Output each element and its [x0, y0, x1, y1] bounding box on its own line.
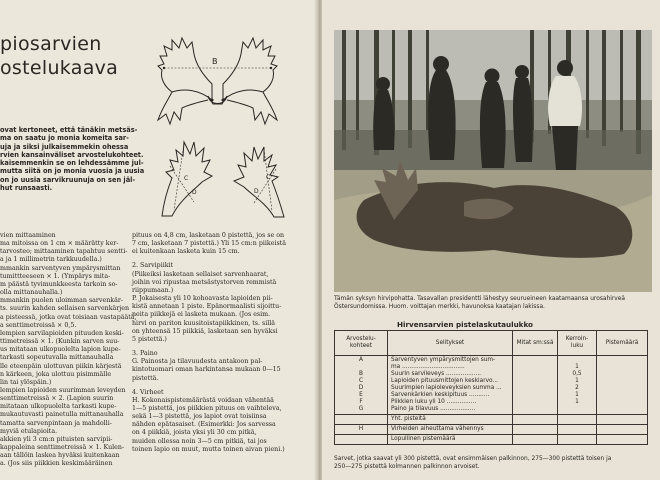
- text-line: a. (Jos siis piikkien keskimääräinen: [0, 460, 113, 468]
- criteria-description: Sarvenkärkien keskipituus ...........: [391, 392, 490, 398]
- title-line: ostelukaava: [0, 57, 119, 79]
- text-line: kintotuomari oman harkintansa mukaan 0—15: [132, 366, 281, 374]
- text-line: kistä annetaan 1 piste. Epänormaalisti sijoittu-: [132, 303, 282, 311]
- text-line: on yhteensä 15 piikkiä, lasketaan sen hyväksi: [132, 327, 278, 335]
- criteria-description: ma ..................................: [391, 364, 465, 370]
- table-title: Hirvensarvien pistelaskutaulukko: [397, 320, 533, 329]
- text-line: myviä etulapioita.: [0, 427, 58, 435]
- text-line: (Piikeiksi lasketaan sellaiset sarvenhaarat,: [132, 270, 269, 278]
- criteria-code: F: [359, 399, 363, 405]
- intro-line: kaisemmenkin se on lehdessämme jul-: [0, 159, 144, 168]
- text-line: ts. suurin kahden sellaisen sarvenkärjen: [0, 305, 130, 313]
- text-line: vien mittaaminen: [0, 232, 56, 239]
- total-label: Yht. pisteitä: [388, 415, 513, 425]
- note-line: Sarvet, jotka saavat yli 300 pistettä, ovat ensimmäisen palkinnon, 275—300 pistettä toisen ja: [334, 456, 612, 462]
- text-line: akkien yli 3 cm:n pituisten sarvipii-: [0, 435, 113, 443]
- intro-line: ovat kertoneet, että tänäkin metsäs-: [0, 126, 138, 134]
- table-header-row: [335, 331, 648, 356]
- caption-line: Östersundomissa. Huom. voittajan merkki, havunoksa kaatajan lakissa.: [334, 303, 545, 310]
- text-line: mmankin puolen uloimman sarvenkär-: [0, 297, 123, 305]
- multiplier-value: 1: [575, 399, 579, 405]
- text-line: aan tällöin laskea hyväksi kuitenkaan: [0, 452, 120, 460]
- text-line: neita piikkejä ei lasketa mukaan. (Jos esim.: [132, 311, 271, 319]
- svg-text:C: C: [184, 175, 189, 182]
- multiplier-values: [558, 356, 597, 415]
- text-line: tamatta sarvenpintaan ja mahdolli-: [0, 419, 112, 427]
- criteria-description: Lapioiden pituusmittojen keskiarvo...: [391, 378, 499, 384]
- text-line: a senttimetreissä × 0,5.: [0, 321, 77, 329]
- note-line: 250—275 pistettä kolmannen palkinnon arvoiset.: [334, 463, 480, 470]
- text-line: P. Jokaisesta yli 10 kohoavasta lapioiden pii-: [132, 295, 273, 303]
- text-line: H. Kokonaispistemäärästä voidaan vähentää: [132, 396, 274, 404]
- intro-line: rvien kansainväliset arvostelukohteet.: [0, 150, 144, 159]
- header-multiplier: Kerroin-luku: [558, 331, 597, 356]
- text-column-2: [132, 232, 304, 454]
- criteria-description: Paino ja tilavuus ...................: [391, 406, 476, 412]
- header-measurements: Mitat sm:ssä: [513, 331, 558, 356]
- text-line: ttimetreissä × 1. (Kunkin sarven suu-: [0, 338, 120, 346]
- multiplier-value: 1: [575, 392, 579, 398]
- text-line: 1—5 pistettä, jos piikkien pituus on vaihteleva,: [132, 404, 282, 412]
- hunting-party-photo: [334, 30, 652, 292]
- scoring-table: [334, 330, 648, 445]
- text-line: pituus on 4,8 cm, lasketaan 0 pistettä, jos se on: [132, 232, 285, 239]
- text-line: joihin voi ripustaa metsästystorven remmistä: [132, 278, 277, 286]
- svg-text:D: D: [192, 189, 197, 196]
- multiplier-value: 1: [575, 378, 579, 384]
- intro-line: ma on saatu jo monia komeita sar-: [0, 134, 129, 143]
- header-criteria: Arvostelu-kohteet: [335, 331, 388, 356]
- text-line: 2. Sarvipiikit: [132, 262, 174, 270]
- criteria-descriptions: [388, 356, 513, 415]
- criteria-description: Sarventyven ympärysmittojen sum-: [391, 357, 496, 363]
- multiplier-value: [561, 357, 593, 364]
- intro-paragraph: [0, 126, 145, 193]
- multiplier-value: 1: [575, 364, 579, 370]
- text-line: mmankin sarventyven ympärysmittan: [0, 264, 121, 272]
- text-line: lin tai ylöspäin.): [0, 378, 52, 386]
- prize-thresholds-note: [334, 456, 654, 471]
- text-line: riippumaan.): [132, 286, 174, 294]
- header-descriptions: Selitykset: [388, 331, 513, 356]
- text-line: tumittteeseen × 1. (Ympärys mita-: [0, 272, 111, 280]
- final-score-label: Lopullinen pistemäärä: [388, 435, 513, 445]
- table-row: [335, 415, 648, 425]
- criteria-description: Suurin sarvileveys ...................: [391, 371, 482, 377]
- text-line: nähden epätasaiset. (Esimerkki: Jos sarvessa: [132, 421, 276, 429]
- deduction-code: H: [335, 425, 388, 435]
- text-line: lle eteenpäin ulottuvan piikin kärjestä: [0, 362, 122, 370]
- text-line: tarvosteo; mittaaminen tapahtuu sentti-: [0, 248, 128, 256]
- multiplier-value: 2: [575, 385, 579, 391]
- header-points: Pistemäärä: [597, 331, 648, 356]
- text-line: sekä 1—3 pistettä, jos lapiot ovat toisiinsa: [132, 413, 267, 421]
- antler-palm-diagram-left: [150, 130, 220, 220]
- caption-line: Tämän syksyn hirvipohatta. Tasavallan presidentti lähestyy seurueineen kaatamaansa urosahirveä: [334, 296, 626, 302]
- table-row: [335, 435, 648, 445]
- text-line: n kärkeen, joka ulottuu pisimmälle: [0, 370, 112, 378]
- criteria-code: A: [359, 357, 363, 363]
- text-line: olla mittanauhalla.): [0, 289, 63, 297]
- text-line: ma mitoissa on 1 cm × määrätty ker-: [0, 240, 119, 248]
- text-line: a ja 1 millimetrin tarkkuudella.): [0, 256, 102, 264]
- text-line: mitataan ulkopuolelta tarkasti kupe-: [0, 403, 117, 411]
- text-line: lempien lapioiden suurimman leveyden: [0, 386, 126, 394]
- text-line: m päästä tyvimunkkeesta tarkoin so-: [0, 280, 118, 288]
- multiplier-value: [561, 406, 593, 413]
- text-line: muiden ollessa noin 3—5 cm pitkiä, tai jos: [132, 437, 267, 445]
- multiplier-value: 0,5: [572, 371, 582, 377]
- table-row: [335, 356, 648, 415]
- antler-palm-diagram-right: [228, 135, 298, 220]
- text-line: on 4 piikkiä, joista yksi yli 30 cm pitkä,: [132, 429, 257, 437]
- text-line: mukautuvasti painetulla mittanauhalla: [0, 411, 124, 419]
- text-column-1: [0, 232, 137, 469]
- text-line: tarkasti sopeutuvalla mittanauhalla: [0, 354, 114, 362]
- criteria-codes: [335, 356, 388, 415]
- text-line: pistettä.: [132, 374, 159, 382]
- criteria-code: B: [359, 371, 363, 377]
- right-page: [322, 0, 660, 480]
- criteria-code: [338, 364, 384, 371]
- svg-text:D: D: [254, 188, 259, 195]
- text-line: G. Painosta ja tilavuudesta antakoon pal-: [132, 358, 263, 366]
- text-line: us mitataan ulkopuolelta lapion kupe-: [0, 346, 121, 354]
- text-line: 5 pistettä.): [132, 335, 167, 343]
- text-line: a pisteessä, jotka ovat toisiaan vastapäätä,: [0, 313, 137, 321]
- intro-line: mutta siitä on jo monia vuosia ja uusia: [0, 167, 145, 176]
- criteria-description: Piikkien luku yli 10 ................: [391, 399, 477, 405]
- criteria-code: G: [358, 406, 364, 412]
- text-line: ei kuitenkaan lasketa kuin 15 cm.: [132, 248, 240, 256]
- text-line: hirvi on pariton kuusitoistapiikkinen, ts. sillä: [132, 319, 276, 327]
- measurement-cell: [513, 356, 558, 415]
- width-label: B: [212, 57, 218, 66]
- text-line: senttimetreissä × 2. (Lapion suurin: [0, 395, 114, 403]
- criteria-code: C: [358, 378, 364, 384]
- text-line: 7 cm, lasketaan 7 pistettä.) Yli 15 cm:n piikeistä: [132, 240, 286, 248]
- photo-caption: [334, 296, 654, 311]
- text-line: lempien sarvilapioiden pituuden keski-: [0, 329, 124, 337]
- deduction-label: Virheiden aiheuttama vähennys: [388, 425, 513, 435]
- intro-line: uja ja siksi julkaisemmekin ohessa: [0, 142, 129, 151]
- left-page: [0, 0, 318, 480]
- intro-line: hut runsaasti.: [0, 184, 53, 193]
- article-title: [0, 32, 118, 80]
- table-row: [335, 425, 648, 435]
- intro-line: on jo uusia sarvikruunuja on sen jäl-: [0, 175, 136, 184]
- criteria-description: Suurimpien lapioleveyksien summa ...: [391, 385, 502, 391]
- text-line: kappaleina senttimetreissä × 1. Kulen-: [0, 444, 125, 452]
- title-line: piosarvien: [0, 33, 102, 55]
- text-line: toinen lapio on muut, mutta toinen aivan pieni.): [132, 445, 285, 453]
- criteria-code: E: [359, 392, 363, 398]
- points-cell: [597, 356, 648, 415]
- criteria-code: D: [358, 385, 364, 391]
- text-line: 4. Virheet: [132, 388, 164, 396]
- text-line: 3. Paino: [132, 350, 158, 358]
- svg-text:C: C: [266, 174, 271, 181]
- moose-antler-diagram: [150, 30, 285, 130]
